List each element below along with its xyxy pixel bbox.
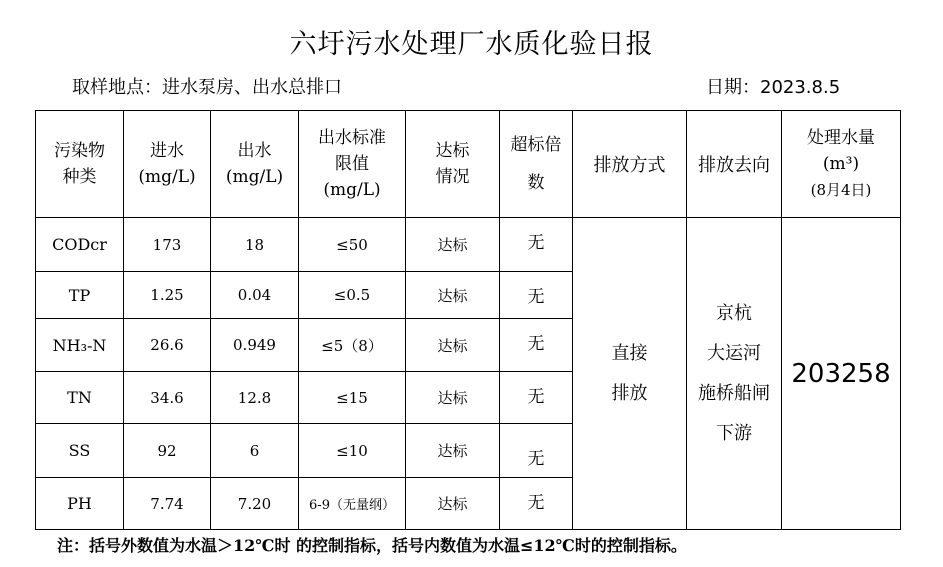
- item-cell: SS: [36, 424, 124, 478]
- discharge-method: 直接 排放: [573, 218, 687, 530]
- report-title: 六圩污水处理厂水质化验日报: [289, 29, 654, 60]
- inflow-cell: 7.74: [124, 478, 211, 530]
- exceed-cell: 无: [500, 319, 573, 372]
- header-destination: 排放去向: [687, 111, 782, 218]
- footnote: 注：括号外数值为水温＞12℃时 的控制指标，括号内数值为水温≤12℃时的控制指标。: [57, 536, 687, 555]
- header-exceed: 超标倍 数: [500, 111, 573, 218]
- inflow-cell: 1.25: [124, 272, 211, 319]
- treated-volume: 203258: [782, 218, 901, 530]
- inflow-cell: 26.6: [124, 319, 211, 372]
- inflow-cell: 173: [124, 218, 211, 272]
- table-row: [36, 218, 901, 272]
- exceed-cell: 无: [500, 424, 573, 478]
- status-cell: 达标: [406, 319, 500, 372]
- limit-cell: 6-9（无量纲）: [299, 478, 406, 530]
- status-cell: 达标: [406, 272, 500, 319]
- header-method: 排放方式: [573, 111, 687, 218]
- header-limit: 出水标准 限值 (mg/L): [299, 111, 406, 218]
- outflow-cell: 12.8: [211, 372, 299, 424]
- outflow-cell: 7.20: [211, 478, 299, 530]
- header-volume: 处理水量 (m³) (8月4日): [782, 111, 901, 218]
- header-row: [36, 111, 901, 218]
- item-cell: TP: [36, 272, 124, 319]
- status-cell: 达标: [406, 424, 500, 478]
- status-cell: 达标: [406, 218, 500, 272]
- status-cell: 达标: [406, 372, 500, 424]
- item-cell: CODcr: [36, 218, 124, 272]
- header-item: 污染物 种类: [36, 111, 124, 218]
- outflow-cell: 18: [211, 218, 299, 272]
- report-date: 日期：2023.8.5: [706, 77, 841, 98]
- inflow-cell: 34.6: [124, 372, 211, 424]
- limit-cell: ≤0.5: [299, 272, 406, 319]
- limit-cell: ≤50: [299, 218, 406, 272]
- outflow-cell: 0.949: [211, 319, 299, 372]
- item-cell: NH₃-N: [36, 319, 124, 372]
- header-outflow: 出水 (mg/L): [211, 111, 299, 218]
- status-cell: 达标: [406, 478, 500, 530]
- limit-cell: ≤10: [299, 424, 406, 478]
- header-inflow: 进水 (mg/L): [124, 111, 211, 218]
- exceed-cell: 无: [500, 372, 573, 424]
- limit-cell: ≤5（8）: [299, 319, 406, 372]
- inflow-cell: 92: [124, 424, 211, 478]
- header-status: 达标 情况: [406, 111, 500, 218]
- outflow-cell: 6: [211, 424, 299, 478]
- sampling-location: 取样地点：进水泵房、出水总排口: [72, 77, 342, 98]
- exceed-cell: 无: [500, 218, 573, 272]
- exceed-cell: 无: [500, 478, 573, 530]
- limit-cell: ≤15: [299, 372, 406, 424]
- item-cell: PH: [36, 478, 124, 530]
- item-cell: TN: [36, 372, 124, 424]
- exceed-cell: 无: [500, 272, 573, 319]
- water-quality-table: [35, 110, 901, 530]
- discharge-destination: 京杭 大运河 施桥船闸 下游: [687, 218, 782, 530]
- outflow-cell: 0.04: [211, 272, 299, 319]
